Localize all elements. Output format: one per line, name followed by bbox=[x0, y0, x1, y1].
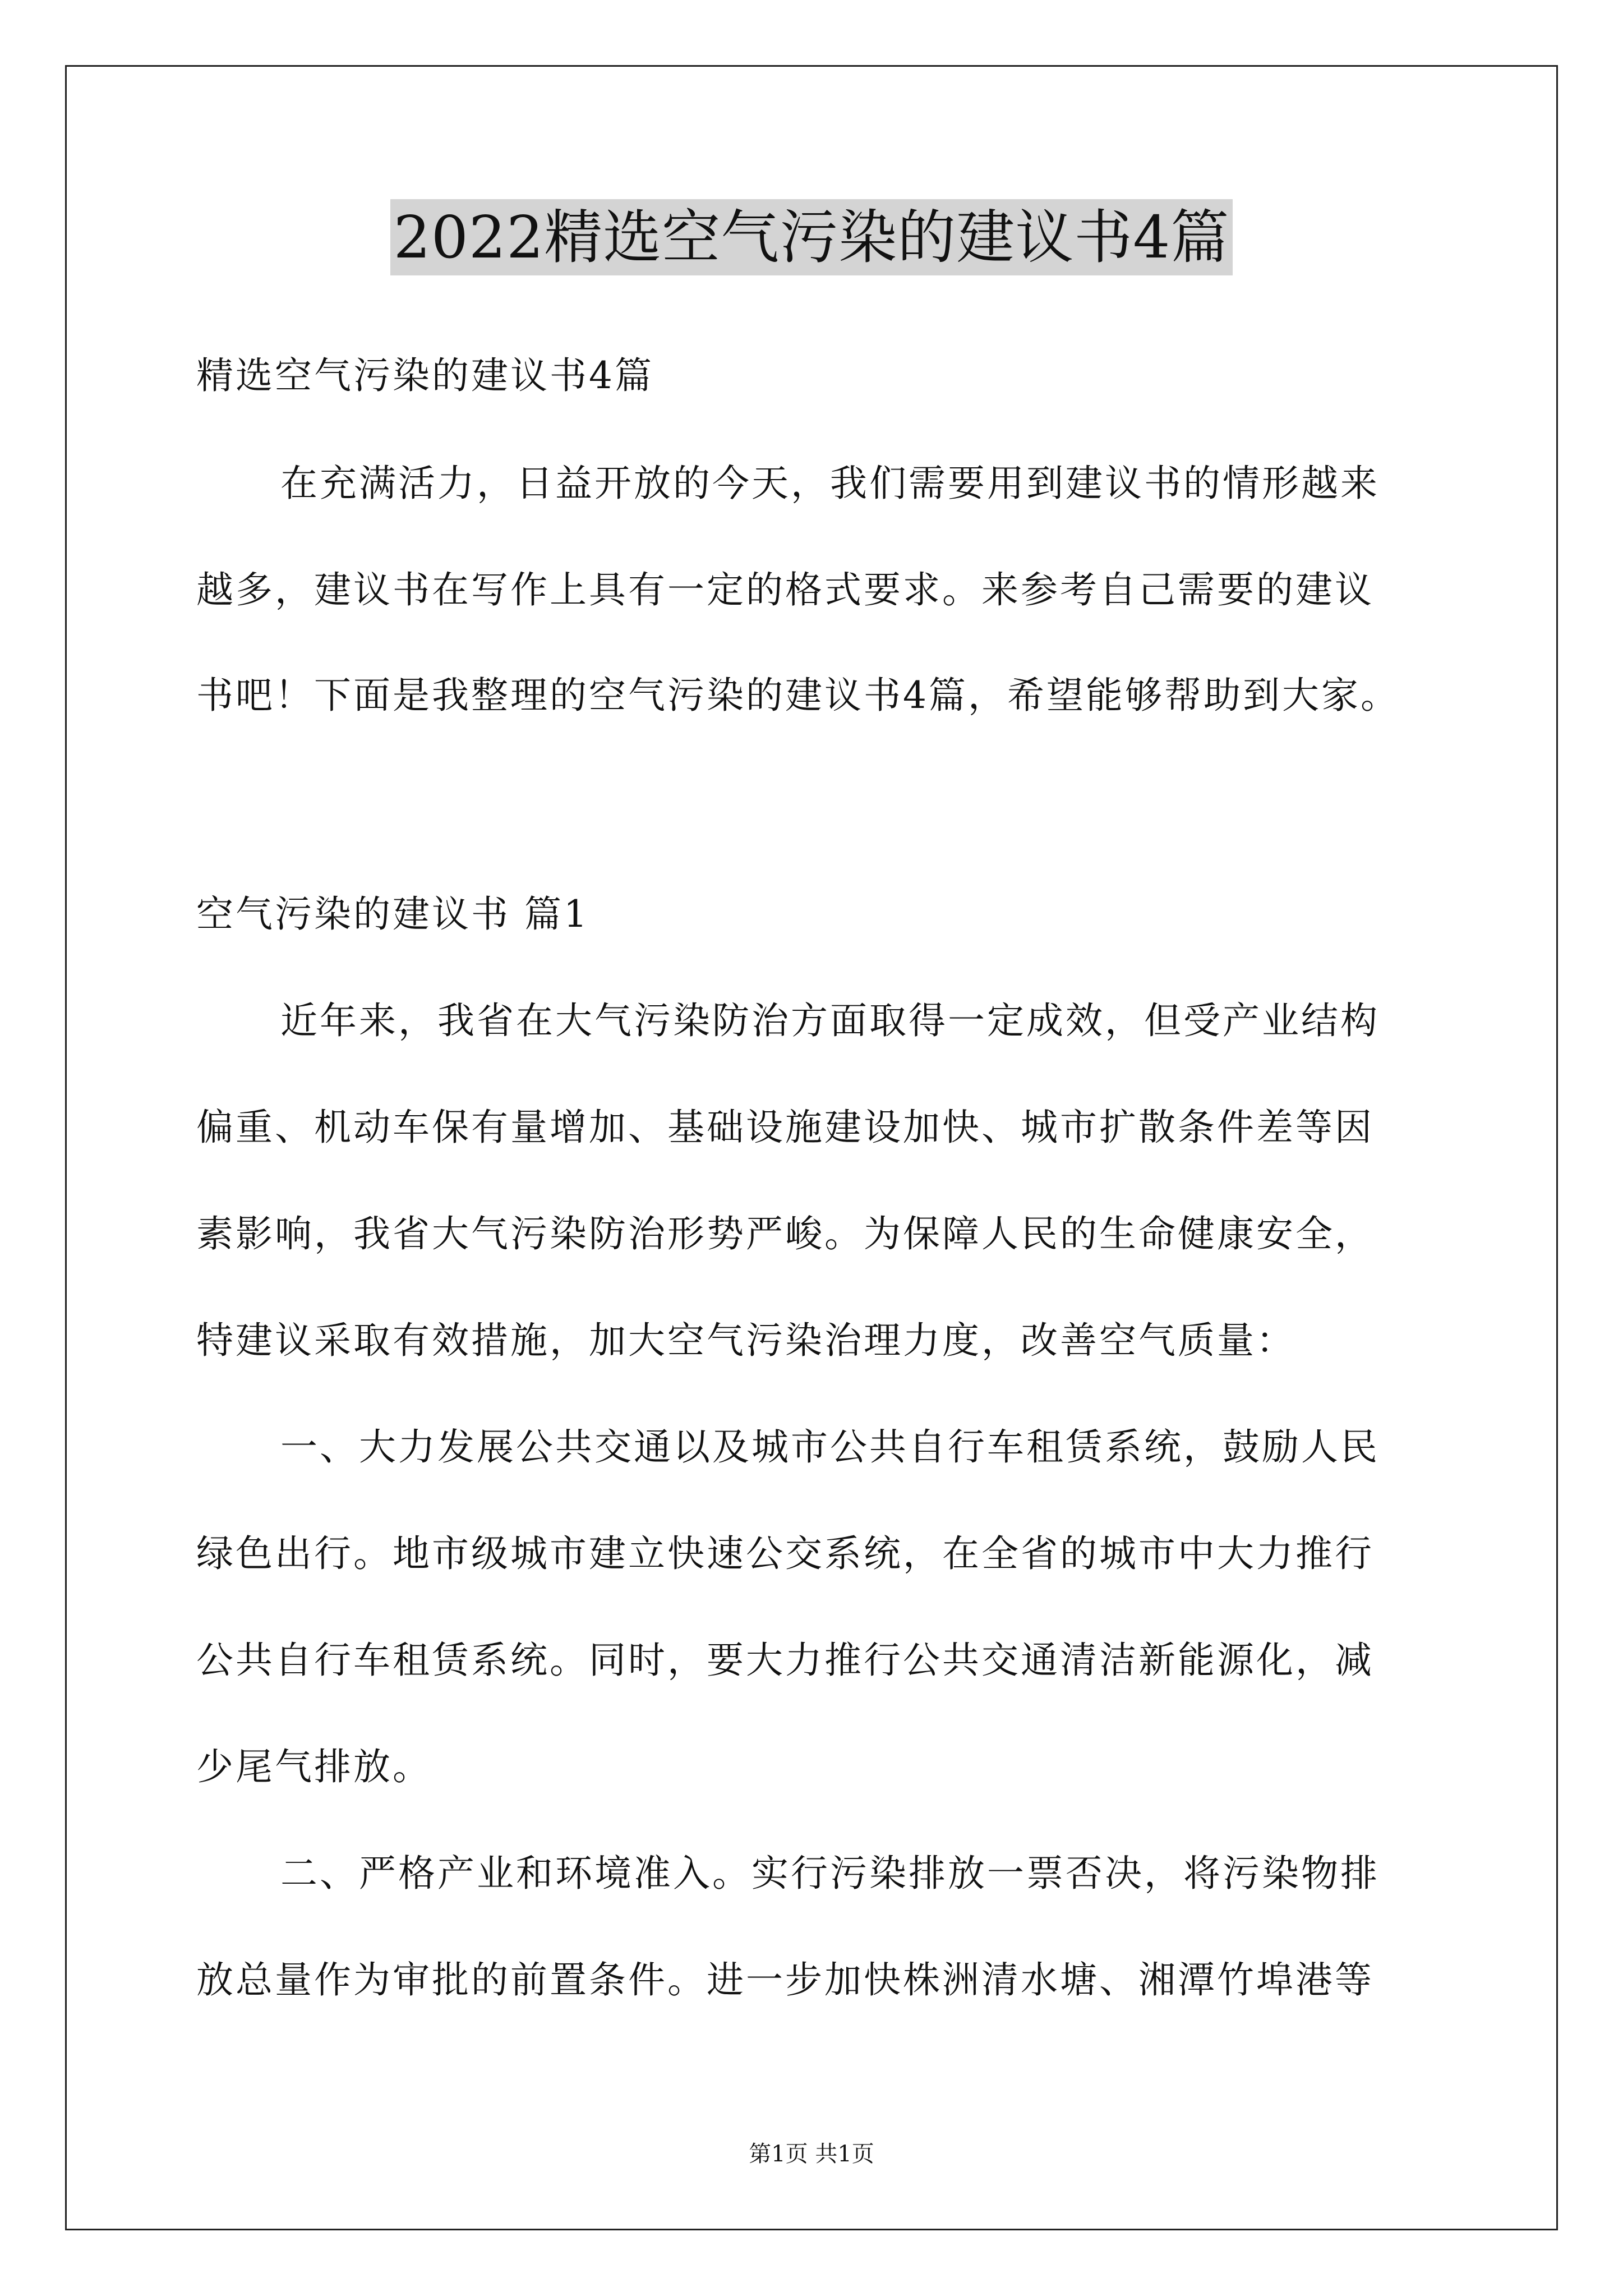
intro-line: 在充满活力，日益开放的今天，我们需要用到建议书的情形越来 bbox=[280, 462, 1380, 505]
title-container bbox=[0, 199, 1623, 275]
paragraph-line: 放总量作为审批的前置条件。进一步加快株洲清水塘、湘潭竹埠港等 bbox=[196, 1958, 1374, 2001]
paragraph-line: 二、严格产业和环境准入。实行污染排放一票否决，将污染物排 bbox=[280, 1852, 1380, 1895]
paragraph-line: 公共自行车租赁系统。同时，要大力推行公共交通清洁新能源化，减 bbox=[196, 1639, 1374, 1682]
paragraph-line: 一、大力发展公共交通以及城市公共自行车租赁系统，鼓励人民 bbox=[280, 1425, 1380, 1469]
paragraph-line: 素影响，我省大气污染防治形势严峻。为保障人民的生命健康安全， bbox=[196, 1212, 1374, 1255]
section-heading: 空气污染的建议书 篇1 bbox=[196, 892, 589, 936]
page-footer: 第1页 共1页 bbox=[749, 2141, 874, 2167]
paragraph-line: 近年来，我省在大气污染防治方面取得一定成效，但受产业结构 bbox=[280, 999, 1380, 1042]
subtitle: 精选空气污染的建议书4篇 bbox=[196, 354, 654, 397]
intro-line: 书吧！下面是我整理的空气污染的建议书4篇，希望能够帮助到大家。 bbox=[196, 674, 1400, 717]
paragraph-line: 特建议采取有效措施，加大空气污染治理力度，改善空气质量： bbox=[196, 1319, 1295, 1362]
paragraph-line: 偏重、机动车保有量增加、基础设施建设加快、城市扩散条件差等因 bbox=[196, 1106, 1374, 1149]
paragraph-line: 绿色出行。地市级城市建立快速公交系统，在全省的城市中大力推行 bbox=[196, 1532, 1374, 1575]
paragraph-line: 少尾气排放。 bbox=[196, 1745, 432, 1788]
intro-line: 越多，建议书在写作上具有一定的格式要求。来参考自己需要的建议 bbox=[196, 568, 1374, 611]
document-title: 2022精选空气污染的建议书4篇 bbox=[390, 199, 1233, 275]
